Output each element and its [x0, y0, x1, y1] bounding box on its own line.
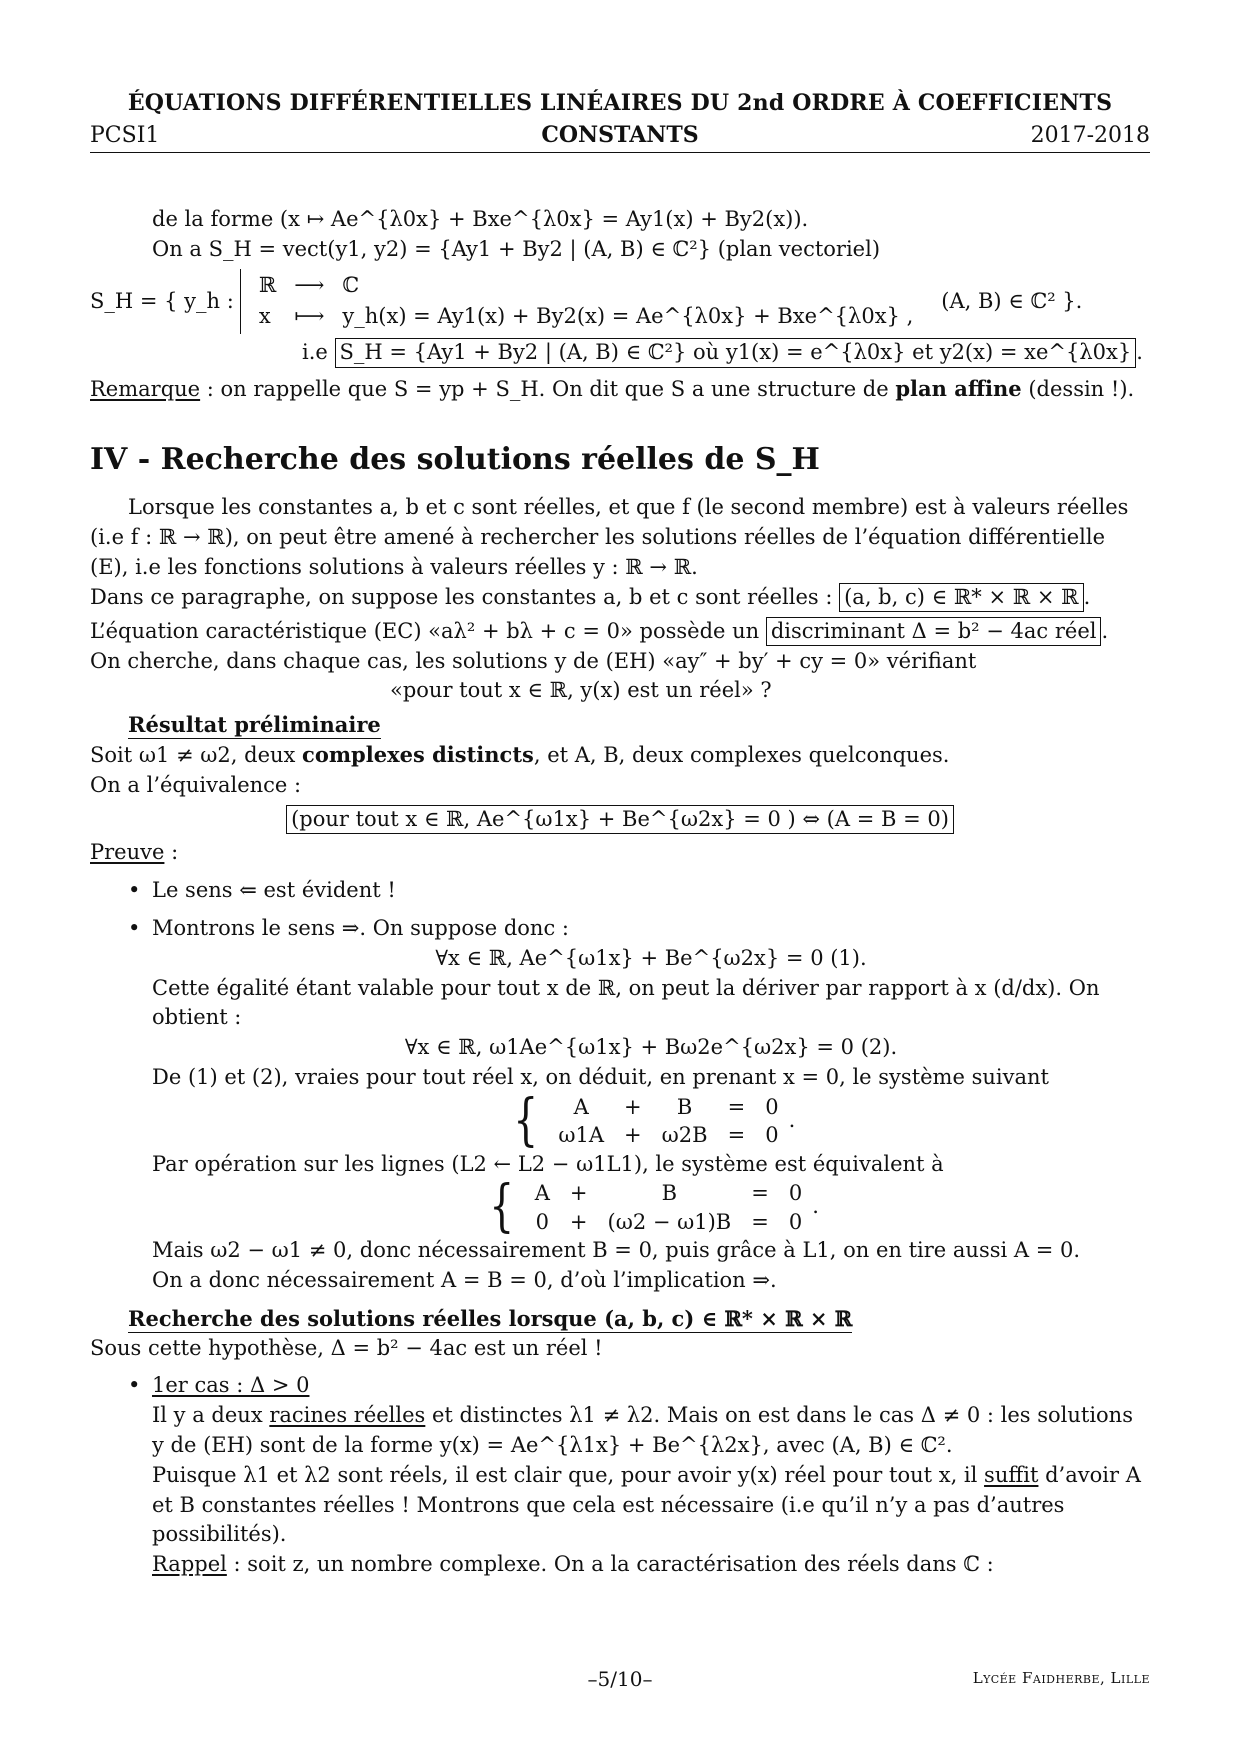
p3-text: L’équation caractéristique (EC) «aλ² + bλ + c = 0» possède un [90, 618, 766, 643]
header-title: ÉQUATIONS DIFFÉRENTIELLES LINÉAIRES DU 2nd ORDRE À COEFFICIENTS [127, 90, 1113, 116]
c1-b: et distinctes λ1 ≠ λ2. Mais on est dans le cas Δ ≠ 0 : les solutions y de (EH) sont de la forme y(x) = Ae^{λ1x} + Be^{λ2x}, avec (A, B) ∈ ℂ². [152, 1403, 1133, 1457]
sys-cell: = [751, 1181, 769, 1206]
case-1-text-2 [152, 1461, 1150, 1550]
map-grid [240, 269, 923, 335]
remark-text: : on rappelle que S = yp + S_H. On dit que S a une structure de [200, 377, 896, 402]
real-solutions-heading-text: Recherche des solutions réelles lorsque (a, b, c) ∈ ℝ* × ℝ × ℝ [128, 1305, 853, 1331]
c1-underlined: racines réelles [269, 1403, 426, 1428]
c1-a: Il y a deux [152, 1403, 270, 1428]
ie-line: i.e S_H = {Ay1 + By2 | (A, B) ∈ ℂ²} où y1(x) = e^{λ0x} et y2(x) = xe^{λ0x} . [90, 338, 1150, 368]
remark-label: Remarque [90, 377, 201, 402]
sys-cell: + [569, 1209, 588, 1234]
map-cell: ℝ [258, 272, 277, 297]
preliminary-heading [90, 710, 1150, 740]
sys-cell: B [661, 1181, 678, 1206]
prelim-text-a: Soit ω1 ≠ ω2, deux [90, 742, 303, 767]
discriminant-box: discriminant Δ = b² − 4ac réel [766, 617, 1102, 646]
rappel [152, 1550, 1150, 1580]
proof-label: Preuve [90, 840, 165, 865]
sys-cell: B [676, 1094, 693, 1119]
sys-cell: A [534, 1181, 550, 1206]
map-row [251, 302, 921, 332]
prelim-text-b: , et A, B, deux complexes quelconques. [533, 742, 950, 767]
rappel-text: : soit z, un nombre complexe. On a la caractérisation des réels dans ℂ : [226, 1552, 994, 1577]
map-row [251, 271, 921, 301]
school-name: Lycée Faidherbe, Lille [972, 1669, 1150, 1687]
map-cell: y_h(x) = Ay1(x) + By2(x) = Ae^{λ0x} + Bxe^{λ0x} , [342, 304, 914, 329]
map-cell: ⟶ [294, 272, 325, 297]
header-subtitle: CONSTANTS [541, 122, 699, 148]
preliminary-heading-text: Résultat préliminaire [128, 712, 381, 738]
proof-bullet-2 [128, 914, 1150, 1296]
sys-cell: + [624, 1123, 642, 1148]
section-paragraph-2: Dans ce paragraphe, on suppose les constantes a, b et c sont réelles : (a, b, c) ∈ ℝ* × ℝ × ℝ . [90, 583, 1150, 613]
cases-list [90, 1371, 1150, 1580]
sys-cell: = [751, 1209, 769, 1234]
system-1: { A + B = 0 ω1A + ω2B = 0 . [512, 1087, 796, 1153]
map-cell: ⟼ [294, 304, 325, 329]
section-title: IV - Recherche des solutions réelles de S_H [90, 441, 820, 477]
case-1-text-1 [152, 1401, 1150, 1461]
header-class: PCSI1 [90, 123, 160, 148]
proof-heading [90, 838, 1150, 868]
system-intro: De (1) et (2), vraies pour tout réel x, on déduit, en prenant x = 0, le système suivant [152, 1065, 1049, 1090]
section-paragraph-3: L’équation caractéristique (EC) «aλ² + bλ + c = 0» possède un discriminant Δ = b² − 4ac réel . [90, 617, 1150, 647]
conclusion-2: On a donc nécessairement A = B = 0, d’où l’implication ⇒. [152, 1267, 777, 1292]
header-rule [90, 152, 1150, 153]
sys-cell: (ω2 − ω1)B [607, 1209, 732, 1234]
remark-end: (dessin !). [1021, 377, 1135, 402]
system-row [525, 1208, 813, 1236]
system-row [548, 1093, 788, 1121]
sys-cell: = [727, 1123, 746, 1148]
sys-cell: + [624, 1094, 642, 1119]
system-row [525, 1179, 813, 1207]
sys-cell: 0 [788, 1181, 803, 1206]
sys-cell: ω1A [558, 1123, 605, 1148]
c1-l2-a: Puisque λ1 et λ2 sont réels, il est clair que, pour avoir y(x) réel pour tout x, il [152, 1462, 985, 1487]
map-cell: x [258, 304, 271, 329]
row-operations: Par opération sur les lignes (L2 ← L2 − ω1L1), le système est équivalent à [152, 1151, 944, 1176]
case-1-label: 1er cas : Δ > 0 [152, 1373, 310, 1398]
header-year: 2017-2018 [1030, 123, 1150, 148]
c1-l2-b: d’avoir A et B constantes réelles ! Montrons que cela est nécessaire (i.e qu’il n’y a pas d’autres possibilités). [152, 1462, 1141, 1547]
sys-cell: 0 [765, 1094, 779, 1119]
proof-bullet-1: • Le sens ⇐ est évident ! [128, 876, 1150, 906]
preliminary-line-2: On a l’équivalence : [90, 772, 302, 797]
remark [90, 374, 1150, 405]
derive-text: Cette égalité étant valable pour tout x de ℝ, on peut la dériver par rapport à x (d/dx). On obtient : [152, 975, 1100, 1030]
left-brace: { [489, 1174, 515, 1240]
bullet2-intro: • Montrons le sens ⇒. On suppose donc : [152, 916, 569, 941]
section-paragraph-4: On cherche, dans chaque cas, les solutions y de (EH) «ay″ + by′ + cy = 0» vérifiant [90, 648, 977, 673]
conclusion-1: Mais ω2 − ω1 ≠ 0, donc nécessairement B = 0, puis grâce à L1, on en tire aussi A = 0. [152, 1238, 1081, 1263]
sys-cell: 0 [535, 1209, 549, 1234]
equation-2: ∀x ∈ ℝ, ω1Ae^{ω1x} + Bω2e^{ω2x} = 0 (2). [404, 1035, 898, 1060]
case-1 [128, 1371, 1150, 1580]
hypothesis: Sous cette hypothèse, Δ = b² − 4ac est un réel ! [90, 1335, 603, 1360]
system-row [548, 1121, 788, 1149]
solution-set-box: S_H = {Ay1 + By2 | (A, B) ∈ ℂ²} où y1(x) = e^{λ0x} et y2(x) = xe^{λ0x} [335, 338, 1137, 367]
map-rhs: (A, B) ∈ ℂ² }. [941, 288, 1083, 313]
proof-colon: : [164, 840, 179, 865]
equation-1: ∀x ∈ ℝ, Ae^{ω1x} + Be^{ω2x} = 0 (1). [435, 945, 867, 970]
page-content [90, 205, 1150, 1588]
rappel-label: Rappel [152, 1552, 227, 1577]
sys-cell: 0 [765, 1123, 779, 1148]
sys-cell: A [573, 1094, 589, 1119]
remark-bold: plan affine [895, 376, 1022, 402]
prelim-bold: complexes distincts [302, 741, 534, 767]
solution-set-map [90, 269, 1082, 335]
ie-prefix: i.e [302, 340, 328, 365]
sys-cell: = [727, 1094, 746, 1119]
map-cell: ℂ [342, 272, 360, 297]
section-paragraph-5: «pour tout x ∈ ℝ, y(x) est un réel» ? [390, 678, 772, 703]
map-lhs: S_H = { y_h : [90, 288, 234, 313]
equivalence-line [90, 805, 1150, 835]
p2-text: Dans ce paragraphe, on suppose les constantes a, b et c sont réelles : [90, 584, 840, 609]
system-2: { A + B = 0 0 + (ω2 − ω1)B = 0 . [489, 1174, 819, 1240]
sys-cell: 0 [788, 1209, 803, 1234]
coefficients-box: (a, b, c) ∈ ℝ* × ℝ × ℝ [839, 583, 1083, 612]
preliminary-line-1 [90, 740, 1150, 771]
proof-list [90, 876, 1150, 1296]
page-number: –5/10– [587, 1667, 653, 1691]
real-solutions-heading [90, 1304, 1150, 1334]
document-page [90, 0, 1150, 1754]
sys-cell: ω2B [661, 1123, 708, 1148]
intro-line-2: On a S_H = vect(y1, y2) = {Ay1 + By2 | (A, B) ∈ ℂ²} (plan vectoriel) [152, 236, 881, 261]
c1-l2-underlined: suffit [984, 1462, 1039, 1487]
intro-line-1: de la forme (x ↦ Ae^{λ0x} + Bxe^{λ0x} = Ay1(x) + By2(x)). [152, 207, 809, 231]
sys-cell: + [569, 1181, 588, 1206]
equivalence-box: (pour tout x ∈ ℝ, Ae^{ω1x} + Be^{ω2x} = 0 ) ⇔ (A = B = 0) [286, 805, 954, 834]
section-paragraph-1: Lorsque les constantes a, b et c sont réelles, et que f (le second membre) est à valeurs réelles (i.e f : ℝ → ℝ), on peut être amené à rechercher les solutions réelles de l’équation différentielle (E), i.e les fonctions solutions à valeurs réelles y : ℝ → ℝ. [90, 495, 1129, 580]
left-brace: { [512, 1087, 538, 1153]
